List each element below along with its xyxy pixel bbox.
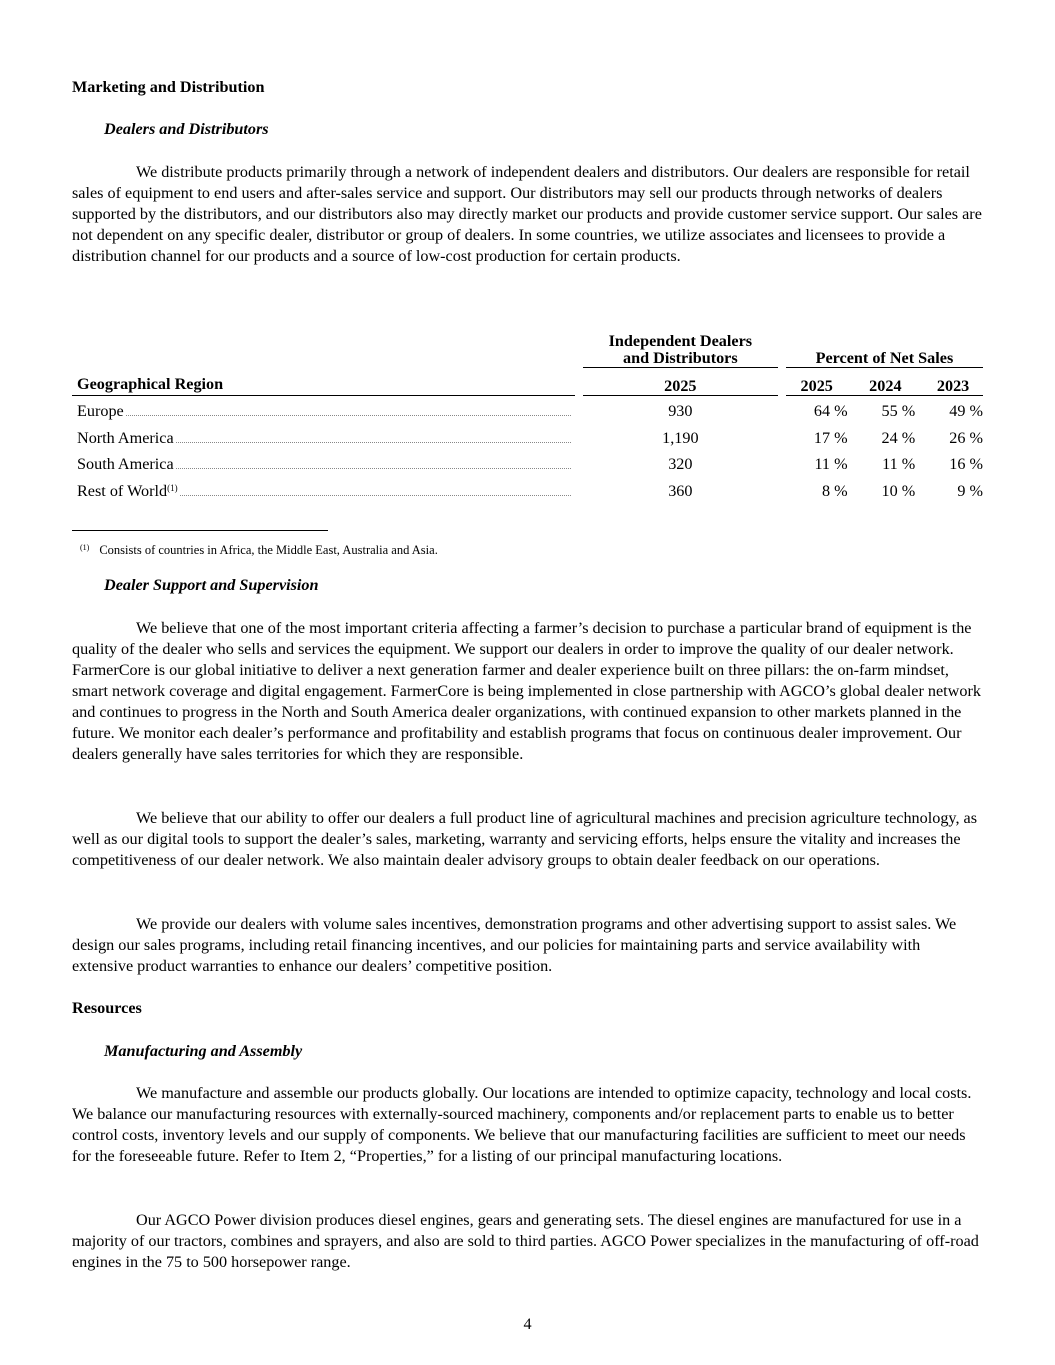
dealers-heading: Dealers and Distributors xyxy=(104,120,269,138)
year-2023-header: 2023 xyxy=(923,368,983,396)
manufacturing-paragraph-1: We manufacture and assemble our products globally. Our locations are intended to optimize capacity, technology and local costs. We balance our manufacturing resources with externally-sourced machinery, components and/or replacement parts to enable us to better control costs, inventory levels and our supply of components. We believe that our manufacturing facilities are sufficient to meet our needs for the foreseeable future. Refer to Item 2, “Properties,” for a listing of our principal manufacturing locations. xyxy=(72,1084,972,1165)
percent-net-sales-header: Percent of Net Sales xyxy=(786,333,983,368)
dealer-support-paragraph-3: We provide our dealers with volume sales incentives, demonstration programs and other advertising support to assist sales. We design our sales programs, including retail financing incentives, and our policies for maintaining parts and service availability with extensive product warranties to enhance our dealers’ competitive position. xyxy=(72,915,957,975)
region-column-header: Geographical Region xyxy=(72,368,575,396)
region-name: Europe xyxy=(77,402,124,420)
dealer-count: 1,190 xyxy=(662,428,699,447)
resources-heading: Resources xyxy=(72,999,142,1017)
footnote-text: Consists of countries in Africa, the Middle East, Australia and Asia. xyxy=(99,543,438,557)
page-number: 4 xyxy=(523,1315,532,1333)
year-2024-header: 2024 xyxy=(855,368,915,396)
dealer-count: 320 xyxy=(668,455,693,473)
dealer-support-paragraph-2: We believe that our ability to offer our dealers a full product line of agricultural machines and precision agriculture technology, as well as our digital tools to support the dealer’s sales, marketing, warranty and servicing efforts, helps ensure the vitality and increases the competitiveness of our dealer network. We also maintain dealer advisory groups to obtain dealer feedback on our operations. xyxy=(72,809,978,869)
table-row xyxy=(72,422,983,449)
footnote-marker: (1) xyxy=(80,543,90,552)
dealer-count: 360 xyxy=(668,481,693,500)
pct-2024: 55 % xyxy=(881,402,916,420)
pct-2024: 10 % xyxy=(881,481,916,500)
dealers-header-line2: and Distributors xyxy=(622,349,738,367)
pct-2025: 8 % xyxy=(821,481,848,500)
pct-2023: 49 % xyxy=(949,402,983,420)
pct-2024: 24 % xyxy=(881,428,916,447)
pct-2024: 11 % xyxy=(882,455,916,473)
table-row xyxy=(72,395,983,422)
footnote-ref: (1) xyxy=(167,482,178,493)
dealers-header-line1: Independent Dealers xyxy=(608,332,753,350)
dealer-count: 930 xyxy=(668,402,693,420)
table-row xyxy=(72,475,983,502)
region-name: Rest of World xyxy=(77,481,168,500)
dealers-by-region-table xyxy=(72,333,983,502)
region-name: North America xyxy=(77,428,174,447)
pct-2025: 11 % xyxy=(814,455,848,473)
region-name: South America xyxy=(77,455,174,473)
pct-2023: 16 % xyxy=(949,455,983,473)
footnote-divider xyxy=(72,530,328,531)
footnote xyxy=(80,537,438,561)
dealers-year-header: 2025 xyxy=(583,368,778,396)
pct-2023: 9 % xyxy=(957,481,983,500)
dealer-support-paragraph-1: We believe that one of the most important criteria affecting a farmer’s decision to purchase a particular brand of equipment is the quality of the dealer who sells and services the equipment. We support our dealers in order to improve the quality of our dealer network. FarmerCore is our global initiative to deliver a next generation farmer and dealer experience built on three pillars: the on-farm mindset, smart network coverage and digital engagement. FarmerCore is being implemented in close partnership with AGCO’s global dealer network and continues to progress in the North and South America dealer organizations, with continued expansion to other markets planned in the future. We monitor each dealer’s performance and profitability and establish programs that focus on continuous dealer improvement. Our dealers generally have sales territories for which they are responsible. xyxy=(72,619,981,763)
dealer-support-heading: Dealer Support and Supervision xyxy=(104,576,319,594)
pct-2025: 64 % xyxy=(813,402,848,420)
manufacturing-paragraph-2: Our AGCO Power division produces diesel engines, gears and generating sets. The diesel engines are manufactured for use in a majority of our tractors, combines and sprayers, and also are sold to third parties. AGCO Power specializes in the manufacturing of off-road engines in the 75 to 500 horsepower range. xyxy=(72,1211,979,1271)
pct-2023: 26 % xyxy=(949,428,983,447)
year-2025-header: 2025 xyxy=(786,368,848,396)
marketing-heading: Marketing and Distribution xyxy=(72,78,265,96)
pct-2025: 17 % xyxy=(813,428,848,447)
dealers-paragraph: We distribute products primarily through a network of independent dealers and distributors. Our dealers are responsible for retail sales of equipment to end users and after-sales service and support. Our distributors may sell our products through networks of dealers supported by the distributors, and our distributors also may directly market our products and provide customer service support. Our sales are not dependent on any specific dealer, distributor or group of dealers. In some countries, we utilize associates and licensees to provide a distribution channel for our products and a source of low-cost production for certain products. xyxy=(72,163,982,265)
table-row xyxy=(72,449,983,476)
manufacturing-heading: Manufacturing and Assembly xyxy=(104,1042,303,1060)
